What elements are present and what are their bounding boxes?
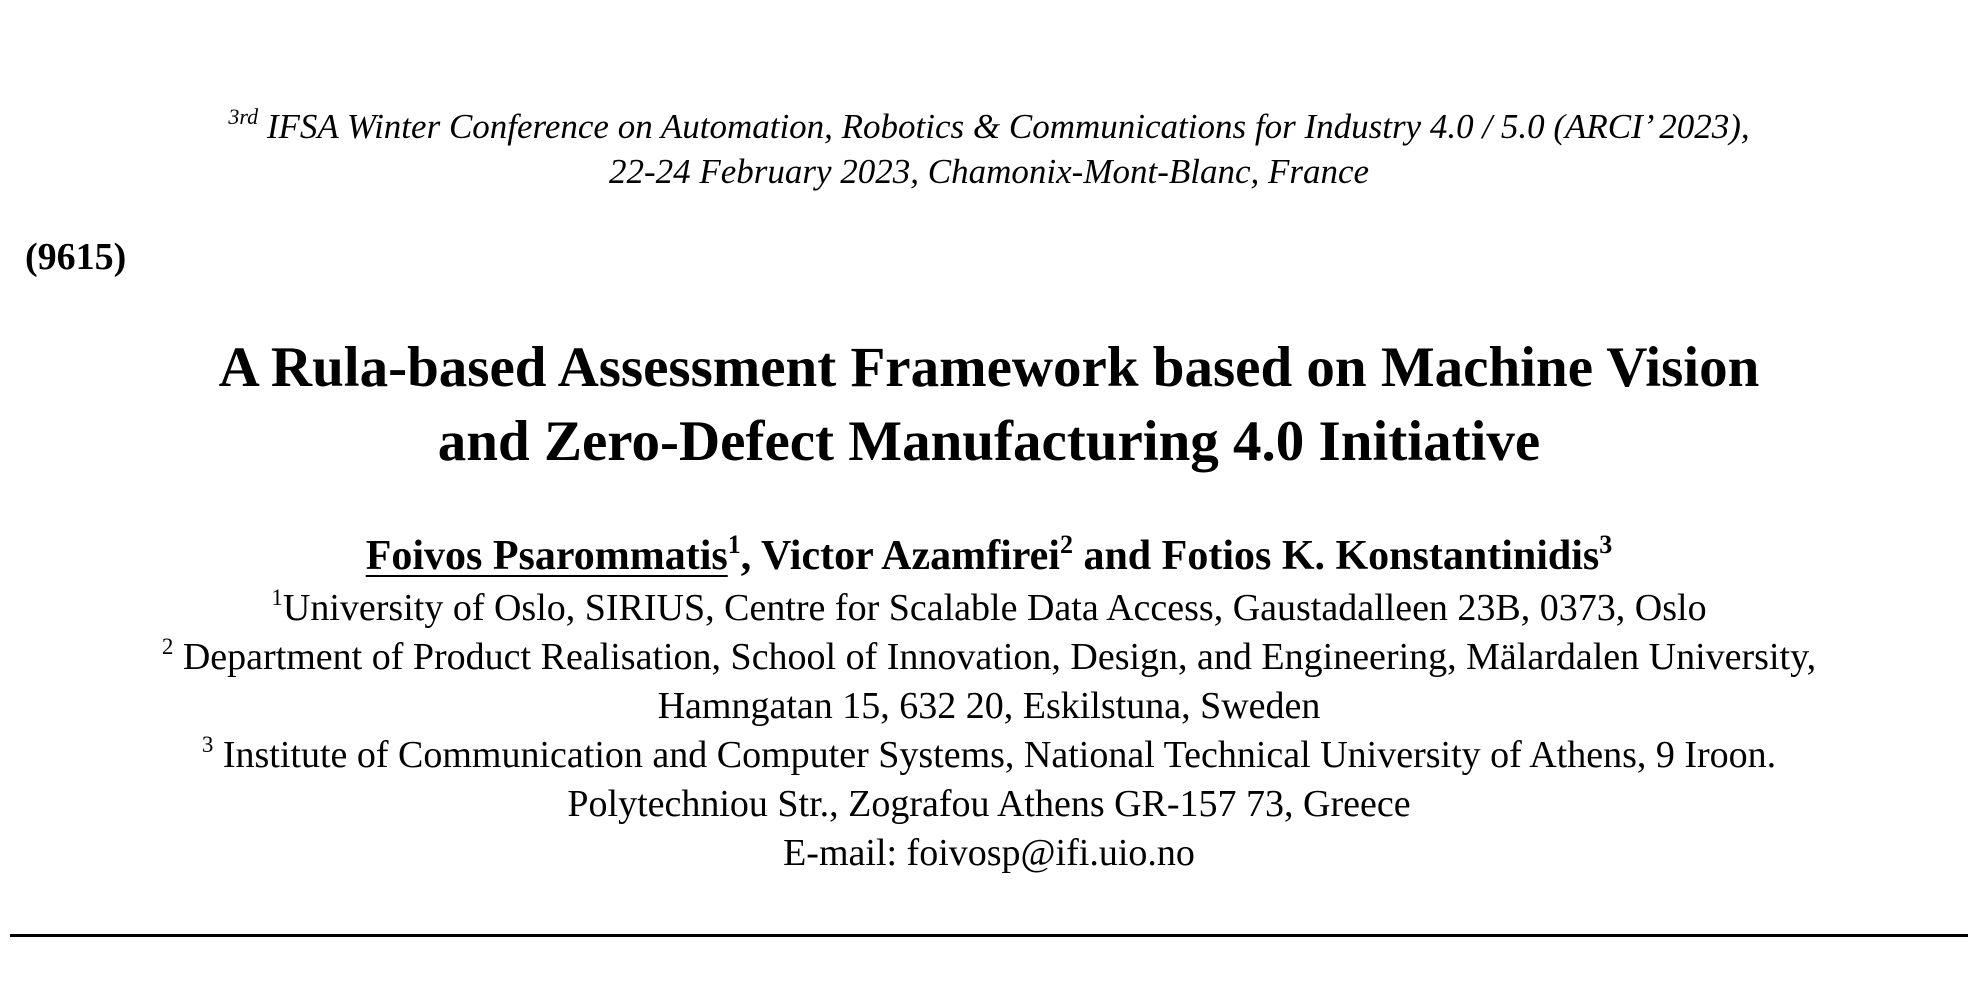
conference-line-2: 22-24 February 2023, Chamonix-Mont-Blanc, France [608,152,1370,191]
affiliation-line [0,584,1978,633]
affiliation-mark: 1 [271,585,283,610]
affiliation-text: University of Oslo, SIRIUS, Centre for Scalable Data Access, Gaustadalleen 23B, 0373, Oslo [282,587,1707,629]
author-name: Victor Azamfirei [761,533,1060,579]
affiliation-line: Polytechniou Str., Zografou Athens GR-157 73, Greece [567,783,1411,825]
author-affil-mark: 1 [727,530,741,559]
affiliation-text: Department of Product Realisation, School of Innovation, Design, and Engineering, Mälardalen University, [173,636,1817,678]
conference-ordinal-suffix: rd [239,104,259,129]
author-affil-mark: 2 [1059,530,1073,559]
conference-ordinal-number: 3 [228,104,240,129]
author-affil-mark: 3 [1599,530,1613,559]
affiliation-line [0,731,1978,780]
author-list [0,530,1978,582]
title-line-2: and Zero-Defect Manufacturing 4.0 Initiative [437,410,1541,473]
affiliation-line: Hamngatan 15, 632 20, Eskilstuna, Sweden [657,685,1321,727]
conference-line-1 [0,104,1978,149]
horizontal-divider [10,934,1968,937]
affiliation-line [0,633,1978,682]
affiliation-mark: 3 [201,732,214,757]
affiliation-text: Institute of Communication and Computer Systems, National Technical University of Athens, 9 Iroon. [213,734,1777,776]
title-line-1: A Rula-based Assessment Framework based on Machine Vision [218,336,1760,399]
author-email[interactable]: E-mail: foivosp@ifi.uio.no [783,832,1195,874]
author-separator: and [1072,533,1162,579]
paper-title [0,331,1978,479]
conference-header [0,104,1978,194]
author-name: Foivos Psarommatis [365,533,728,579]
affiliation-mark: 2 [161,634,174,659]
conference-name: IFSA Winter Conference on Automation, Robotics & Communications for Industry 4.0 / 5.0 (ARCI’ 2023), [258,107,1750,146]
paper-id: (9615) [25,236,127,278]
affiliations [0,584,1978,878]
author-name: Fotios K. Konstantinidis [1161,533,1600,579]
author-separator: , [740,533,761,579]
